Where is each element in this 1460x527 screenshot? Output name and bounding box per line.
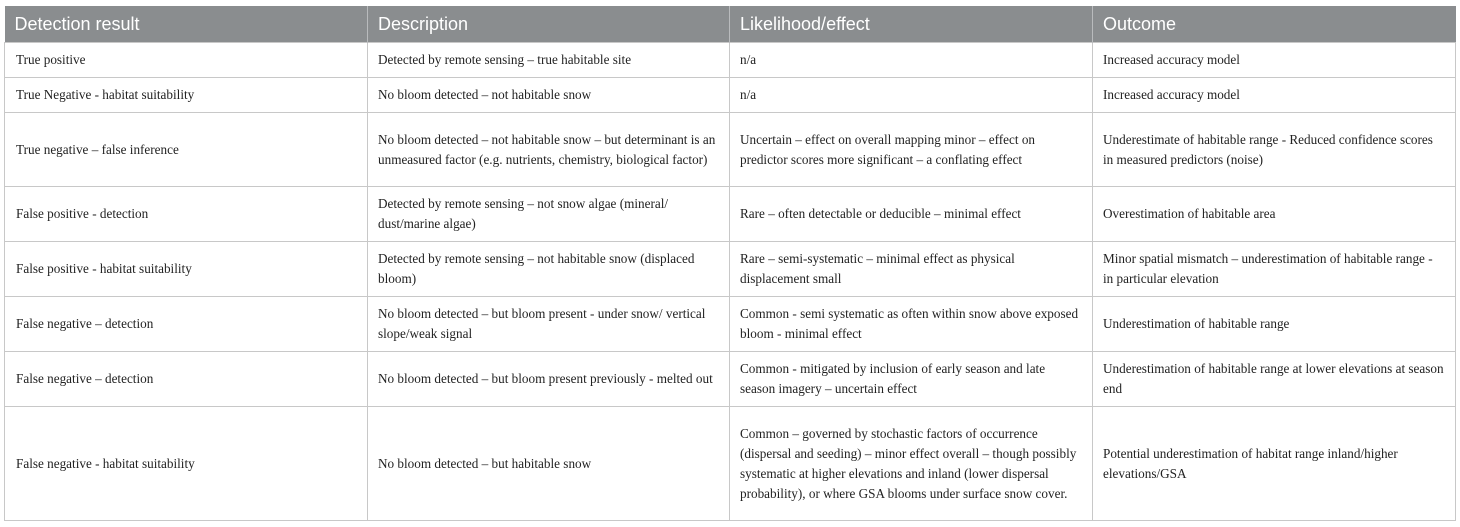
cell-likelihood-effect: Rare – often detectable or deducible – minimal effect xyxy=(730,187,1093,242)
cell-outcome: Underestimation of habitable range at lower elevations at season end xyxy=(1093,352,1456,407)
cell-description: No bloom detected – but bloom present previously - melted out xyxy=(368,352,730,407)
header-detection-result: Detection result xyxy=(5,6,368,43)
cell-description: No bloom detected – not habitable snow – but determinant is an unmeasured factor (e.g. nutrients, chemistry, biological factor) xyxy=(368,113,730,187)
header-description: Description xyxy=(368,6,730,43)
cell-detection-result: True positive xyxy=(5,43,368,78)
cell-detection-result: False negative – detection xyxy=(5,352,368,407)
detection-results-table-container xyxy=(4,6,1455,521)
header-row xyxy=(5,6,1456,43)
detection-results-table xyxy=(4,6,1456,521)
cell-likelihood-effect: Common – governed by stochastic factors of occurrence (dispersal and seeding) – minor effect overall – though possibly systematic at higher elevations and inland (lower dispersal probability), or where GSA blooms under surface snow cover. xyxy=(730,407,1093,521)
table-row xyxy=(5,352,1456,407)
cell-likelihood-effect: Common - mitigated by inclusion of early season and late season imagery – uncertain effect xyxy=(730,352,1093,407)
table-row xyxy=(5,242,1456,297)
cell-description: Detected by remote sensing – not snow algae (mineral/ dust/marine algae) xyxy=(368,187,730,242)
cell-outcome: Potential underestimation of habitat range inland/higher elevations/GSA xyxy=(1093,407,1456,521)
cell-likelihood-effect: n/a xyxy=(730,78,1093,113)
cell-outcome: Underestimate of habitable range - Reduced confidence scores in measured predictors (noise) xyxy=(1093,113,1456,187)
cell-description: No bloom detected – but habitable snow xyxy=(368,407,730,521)
cell-outcome: Increased accuracy model xyxy=(1093,78,1456,113)
table-row xyxy=(5,187,1456,242)
table-body xyxy=(5,43,1456,521)
cell-detection-result: True Negative - habitat suitability xyxy=(5,78,368,113)
cell-description: No bloom detected – but bloom present - under snow/ vertical slope/weak signal xyxy=(368,297,730,352)
cell-outcome: Increased accuracy model xyxy=(1093,43,1456,78)
cell-outcome: Minor spatial mismatch – underestimation of habitable range - in particular elevation xyxy=(1093,242,1456,297)
table-row xyxy=(5,43,1456,78)
cell-outcome: Overestimation of habitable area xyxy=(1093,187,1456,242)
cell-likelihood-effect: Rare – semi-systematic – minimal effect as physical displacement small xyxy=(730,242,1093,297)
cell-outcome: Underestimation of habitable range xyxy=(1093,297,1456,352)
table-row xyxy=(5,113,1456,187)
table-row xyxy=(5,297,1456,352)
cell-description: Detected by remote sensing – true habitable site xyxy=(368,43,730,78)
header-outcome: Outcome xyxy=(1093,6,1456,43)
table-row xyxy=(5,407,1456,521)
cell-detection-result: False positive - habitat suitability xyxy=(5,242,368,297)
cell-likelihood-effect: Common - semi systematic as often within snow above exposed bloom - minimal effect xyxy=(730,297,1093,352)
cell-likelihood-effect: n/a xyxy=(730,43,1093,78)
table-header xyxy=(5,6,1456,43)
cell-likelihood-effect: Uncertain – effect on overall mapping minor – effect on predictor scores more significant – a conflating effect xyxy=(730,113,1093,187)
cell-description: No bloom detected – not habitable snow xyxy=(368,78,730,113)
cell-description: Detected by remote sensing – not habitable snow (displaced bloom) xyxy=(368,242,730,297)
cell-detection-result: False negative – detection xyxy=(5,297,368,352)
cell-detection-result: False positive - detection xyxy=(5,187,368,242)
cell-detection-result: True negative – false inference xyxy=(5,113,368,187)
header-likelihood-effect: Likelihood/effect xyxy=(730,6,1093,43)
cell-detection-result: False negative - habitat suitability xyxy=(5,407,368,521)
table-row xyxy=(5,78,1456,113)
